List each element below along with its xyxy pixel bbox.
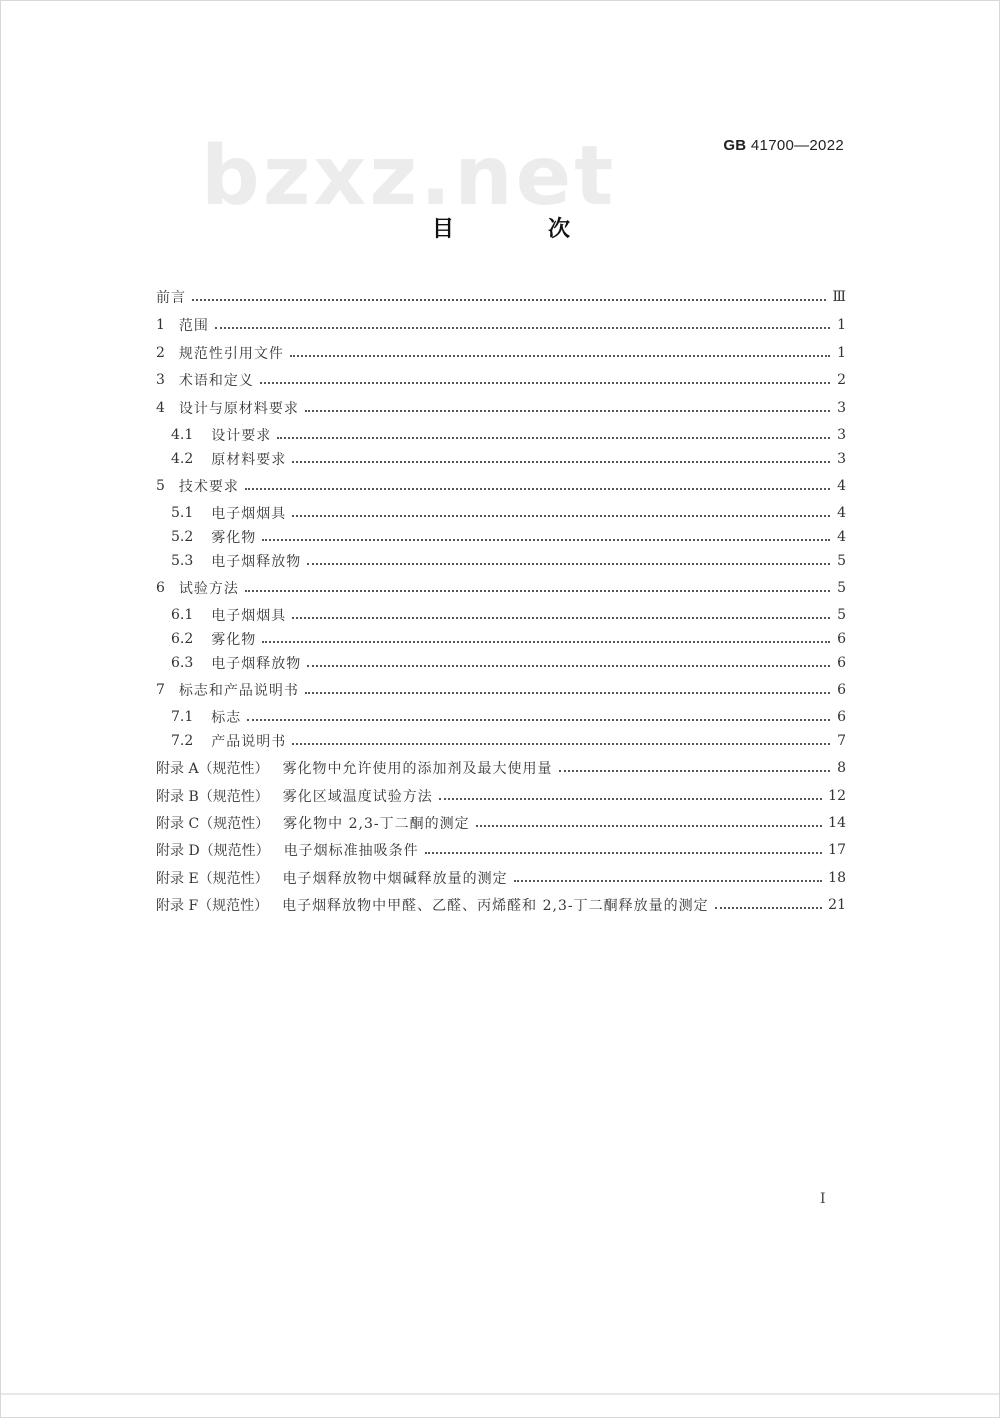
- toc-entry-number: 3: [156, 372, 165, 388]
- page-number: I: [820, 1191, 826, 1207]
- toc-entry[interactable]: [156, 285, 846, 309]
- toc-entry-label: 雾化物: [211, 632, 257, 648]
- toc-entry-number: 附录 F（规范性）: [156, 898, 269, 914]
- toc-entry[interactable]: [156, 341, 846, 365]
- toc-entry-label: 电子烟释放物: [211, 656, 302, 672]
- toc-title: 目 次: [431, 217, 606, 242]
- toc-leader-dots: [245, 488, 830, 490]
- toc-entry-number: 7.1: [171, 709, 194, 725]
- toc-entry-number: 6: [156, 580, 165, 596]
- toc-entry[interactable]: [156, 396, 846, 420]
- toc-entry-label: 设计要求: [211, 428, 272, 444]
- toc-entry-number: 4.1: [171, 427, 194, 443]
- toc-leader-dots: [307, 563, 830, 565]
- toc-entry[interactable]: [171, 705, 846, 729]
- toc-entry-label: 规范性引用文件: [178, 346, 284, 362]
- toc-leader-dots: [192, 299, 826, 301]
- toc-entry-number: 附录 C（规范性）: [156, 816, 270, 832]
- toc-entry-page: 3: [837, 400, 846, 416]
- toc-leader-dots: [292, 617, 830, 619]
- toc-entry-page: 4: [837, 505, 846, 521]
- toc-leader-dots: [245, 590, 830, 592]
- toc-leader-dots: [247, 719, 830, 721]
- toc-entry-label: 电子烟烟具: [211, 608, 287, 624]
- toc-leader-dots: [559, 770, 830, 772]
- toc-entry-label: 雾化物中允许使用的添加剂及最大使用量: [282, 761, 553, 777]
- toc-entry-label: 雾化物: [211, 530, 257, 546]
- toc-entry[interactable]: [156, 368, 846, 392]
- toc-entry-number: 附录 B（规范性）: [156, 789, 269, 805]
- toc-entry-label: 标志和产品说明书: [178, 683, 299, 699]
- toc-entry-page: 6: [837, 631, 846, 647]
- toc-entry-page: 6: [837, 709, 846, 725]
- toc-entry[interactable]: [156, 811, 846, 835]
- toc-entry-page: 14: [828, 815, 846, 831]
- toc-entry-page: 4: [837, 529, 846, 545]
- toc-entry-label: 电子烟释放物中甲醛、乙醛、丙烯醛和 2,3-丁二酮释放量的测定: [282, 898, 709, 914]
- toc-entry-number: 6.2: [171, 631, 194, 647]
- toc-entry[interactable]: [171, 651, 846, 675]
- toc-entry-number: 附录 E（规范性）: [156, 871, 269, 887]
- toc-leader-dots: [277, 437, 830, 439]
- toc-leader-dots: [260, 382, 830, 384]
- toc-leader-dots: [262, 539, 830, 541]
- toc-entry-number: 5.2: [171, 529, 194, 545]
- toc-entry-page: 1: [837, 317, 846, 333]
- toc-entry-number: 6.1: [171, 607, 194, 623]
- toc-entry-label: 电子烟标准抽吸条件: [283, 843, 419, 859]
- toc-entry-label: 标志: [211, 710, 242, 726]
- toc-leader-dots: [292, 461, 830, 463]
- toc-entry[interactable]: [156, 893, 846, 917]
- toc-entry-label: 电子烟释放物: [211, 554, 302, 570]
- toc-leader-dots: [476, 825, 823, 827]
- standard-code-number: 41700—2022: [750, 137, 844, 154]
- toc-entry-page: 21: [828, 897, 846, 913]
- toc-entry-label: 术语和定义: [178, 373, 254, 389]
- toc-leader-dots: [262, 641, 830, 643]
- toc-entry-label: 范围: [178, 318, 209, 334]
- toc-entry-number: 6.3: [171, 655, 194, 671]
- toc-entry-page: 2: [837, 372, 846, 388]
- toc-entry-number: 4.2: [171, 451, 194, 467]
- toc-entry-label: 雾化区域温度试验方法: [282, 789, 433, 805]
- toc-entry-page: 8: [837, 760, 846, 776]
- toc-leader-dots: [425, 852, 822, 854]
- toc-entry-number: 1: [156, 317, 165, 333]
- toc-entry-page: 1: [837, 345, 846, 361]
- toc-leader-dots: [292, 515, 830, 517]
- toc-entry[interactable]: [171, 603, 846, 627]
- toc-entry[interactable]: [171, 423, 846, 447]
- standard-code: [723, 137, 844, 154]
- toc-entry-label: 雾化物中 2,3-丁二酮的测定: [283, 816, 470, 832]
- toc-entry[interactable]: [171, 549, 846, 573]
- toc-entry-label: 设计与原材料要求: [178, 401, 299, 417]
- toc-entry-label: 电子烟烟具: [211, 506, 287, 522]
- toc-entry[interactable]: [156, 678, 846, 702]
- toc-leader-dots: [305, 410, 830, 412]
- toc-entry-number: 4: [156, 400, 165, 416]
- toc-leader-dots: [292, 743, 830, 745]
- toc-entry[interactable]: [156, 313, 846, 337]
- toc-entry-number: 2: [156, 345, 165, 361]
- toc-leader-dots: [715, 907, 823, 909]
- toc-entry[interactable]: [156, 866, 846, 890]
- toc-entry-page: 6: [837, 682, 846, 698]
- toc-entry-label: 前言: [156, 290, 186, 306]
- toc-entry[interactable]: [171, 627, 846, 651]
- toc-entry-label: 技术要求: [178, 479, 239, 495]
- toc-leader-dots: [305, 692, 830, 694]
- toc-entry-label: 试验方法: [178, 581, 239, 597]
- toc-entry-page: 5: [837, 607, 846, 623]
- toc-entry-page: 5: [837, 580, 846, 596]
- toc-leader-dots: [514, 880, 823, 882]
- toc-entry-page: 18: [828, 870, 846, 886]
- toc-entry[interactable]: [171, 525, 846, 549]
- toc-entry-number: 附录 A（规范性）: [156, 761, 269, 777]
- toc-entry-page: 4: [837, 478, 846, 494]
- toc-entry-page: 7: [837, 733, 846, 749]
- toc-entry-number: 附录 D（规范性）: [156, 843, 270, 859]
- toc-leader-dots: [307, 665, 830, 667]
- toc-entry-page: 3: [837, 451, 846, 467]
- toc-entry-page: 5: [837, 553, 846, 569]
- toc-entry-page: 6: [837, 655, 846, 671]
- watermark: bzxz.net: [201, 129, 617, 224]
- standard-code-prefix: GB: [723, 137, 747, 154]
- toc-entry[interactable]: [171, 501, 846, 525]
- toc-entry[interactable]: [156, 576, 846, 600]
- toc-entry[interactable]: [156, 474, 846, 498]
- toc-entry-label: 原材料要求: [211, 452, 287, 468]
- toc-entry[interactable]: [171, 447, 846, 471]
- toc-entry-page: 17: [828, 842, 846, 858]
- toc-entry-page: 3: [837, 427, 846, 443]
- toc-leader-dots: [215, 327, 830, 329]
- toc-leader-dots: [290, 355, 830, 357]
- toc-leader-dots: [439, 798, 822, 800]
- footer-divider: [1, 1393, 1000, 1395]
- toc-entry-page: 12: [828, 788, 846, 804]
- toc-entry[interactable]: [171, 729, 846, 753]
- toc-entry-number: 5.1: [171, 505, 194, 521]
- toc-entry-page: Ⅲ: [832, 289, 846, 305]
- toc-entry-number: 7: [156, 682, 165, 698]
- toc-entry-label: 电子烟释放物中烟碱释放量的测定: [282, 871, 508, 887]
- toc-entry[interactable]: [156, 784, 846, 808]
- toc-entry[interactable]: [156, 756, 846, 780]
- toc-entry-label: 产品说明书: [211, 734, 287, 750]
- toc-entry-number: 5: [156, 478, 165, 494]
- toc-entry-number: 5.3: [171, 553, 194, 569]
- toc-entry[interactable]: [156, 838, 846, 862]
- toc-entry-number: 7.2: [171, 733, 194, 749]
